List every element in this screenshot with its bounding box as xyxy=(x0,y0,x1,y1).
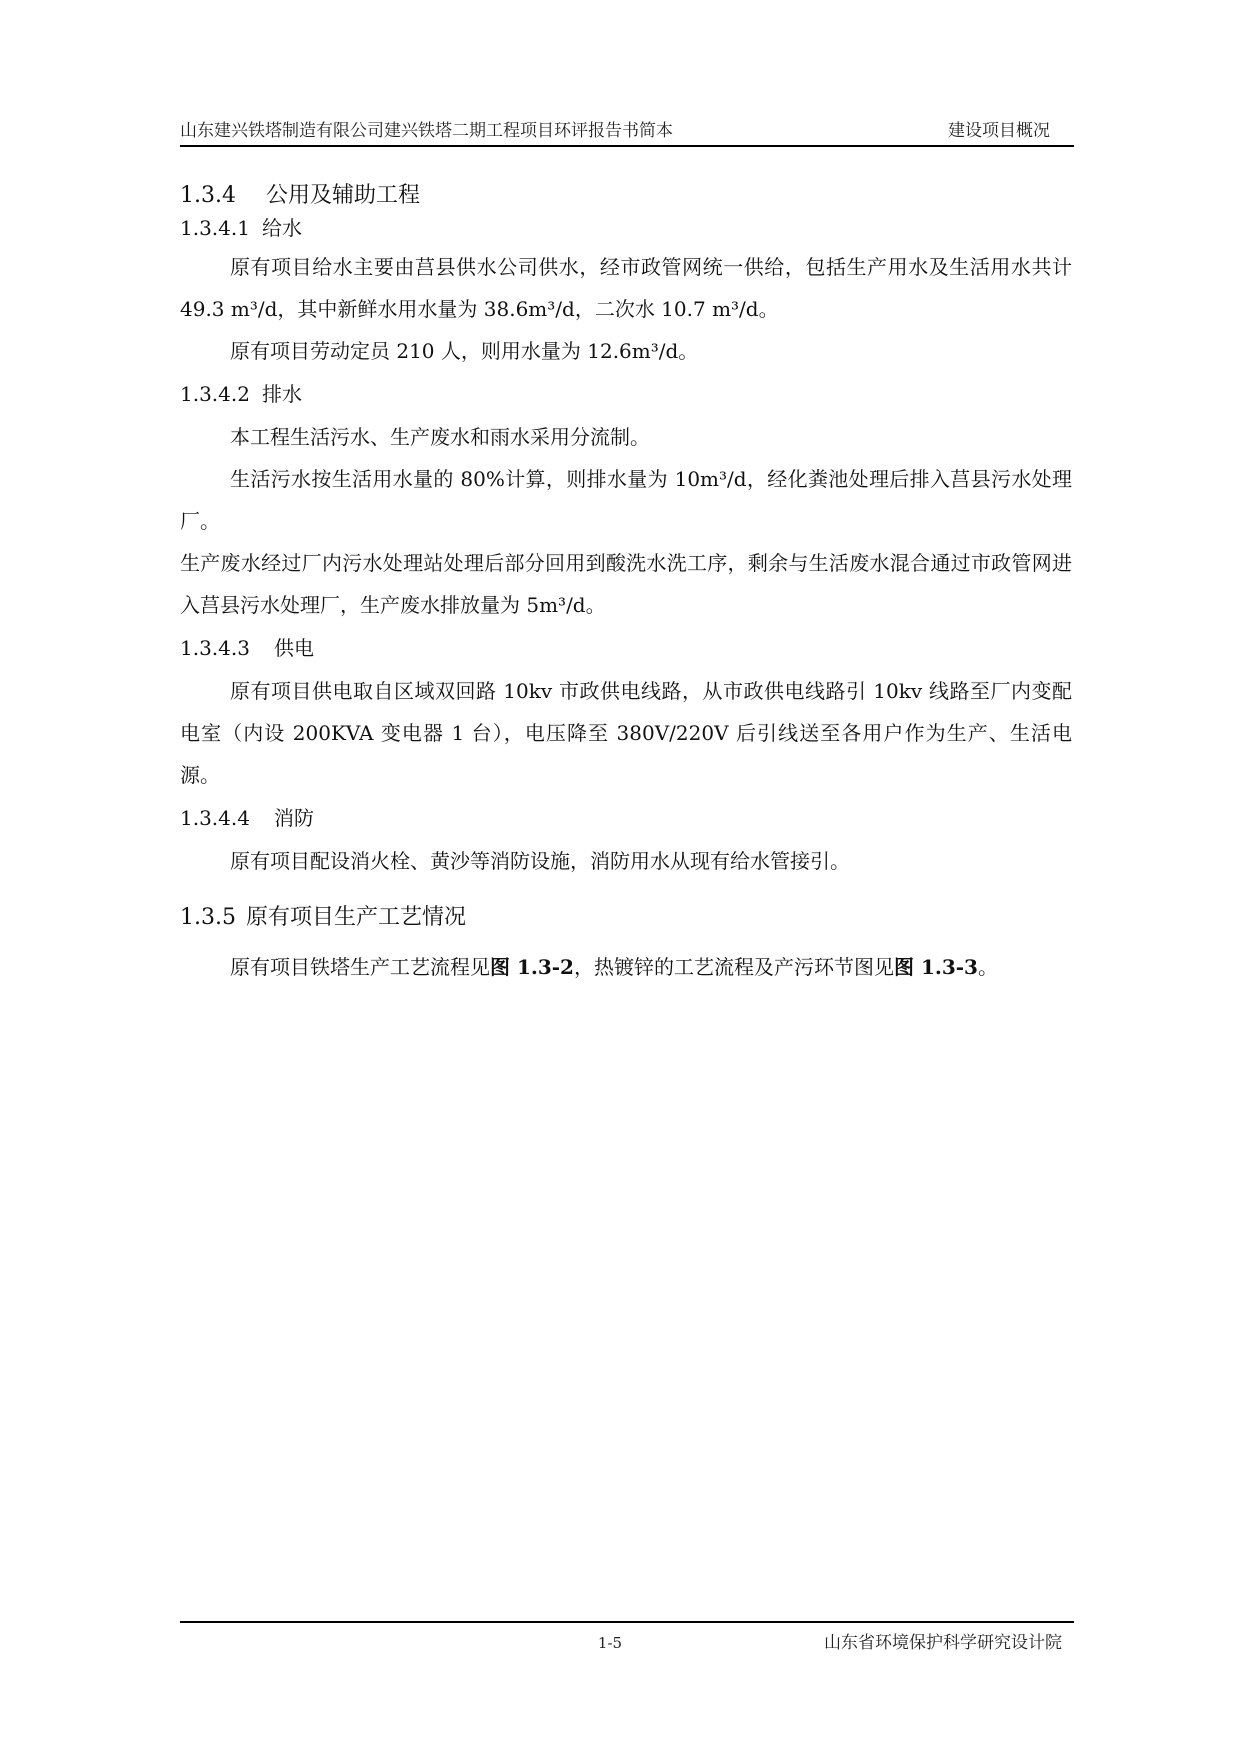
heading-number: 1.3.4.3 xyxy=(180,636,250,660)
heading-number: 1.3.4 xyxy=(180,183,236,208)
heading-1-3-4-2 xyxy=(180,372,302,416)
paragraph-text: 。 xyxy=(977,955,998,979)
heading-number: 1.3.4.4 xyxy=(180,806,250,830)
heading-1-3-4-1 xyxy=(180,206,302,250)
paragraph-fire-1: 原有项目配设消火栓、黄沙等消防设施，消防用水从现有给水管接引。 xyxy=(230,849,850,873)
heading-number: 1.3.4.2 xyxy=(180,382,250,406)
heading-text: 消防 xyxy=(273,806,314,830)
paragraph-process-1 xyxy=(180,946,1072,988)
heading-text: 供电 xyxy=(273,636,314,660)
heading-1-3-4-4 xyxy=(180,796,314,840)
heading-text: 原有项目生产工艺情况 xyxy=(245,905,466,930)
figure-reference-1-3-2[interactable]: 图 1.3-2 xyxy=(490,955,574,979)
paragraph-drainage-1: 本工程生活污水、生产废水和雨水采用分流制。 xyxy=(230,425,650,449)
heading-number: 1.3.4.1 xyxy=(180,216,250,240)
footer-rule xyxy=(180,1621,1074,1623)
header-section: 建设项目概况 xyxy=(948,121,1050,141)
page-footer xyxy=(180,1629,1074,1657)
header-rule xyxy=(180,145,1074,147)
heading-1-3-5 xyxy=(180,896,466,940)
heading-text: 排水 xyxy=(261,382,302,406)
heading-text: 给水 xyxy=(261,216,302,240)
figure-reference-1-3-3[interactable]: 图 1.3-3 xyxy=(893,955,978,979)
heading-number: 1.3.5 xyxy=(180,905,236,930)
footer-organization: 山东省环境保护科学研究设计院 xyxy=(824,1633,1062,1653)
heading-1-3-4-3 xyxy=(180,626,314,670)
paragraph-drainage-2: 生活污水按生活用水量的 80%计算，则排水量为 10m³/d，经化粪池处理后排入莒县污水处理厂。 xyxy=(180,467,1072,533)
paragraph-text: 原有项目铁塔生产工艺流程见 xyxy=(230,955,490,979)
page-header xyxy=(180,118,1072,144)
paragraph-water-supply-1: 原有项目给水主要由莒县供水公司供水，经市政管网统一供给，包括生产用水及生活用水共计 49.3 m³/d，其中新鲜水用水量为 38.6m³/d，二次水 10.7 m³/d。 xyxy=(180,255,1072,321)
page-number: 1-5 xyxy=(597,1634,623,1652)
paragraph-water-supply-2: 原有项目劳动定员 210 人，则用水量为 12.6m³/d。 xyxy=(230,339,699,363)
paragraph-power-1: 原有项目供电取自区域双回路 10kv 市政供电线路，从市政供电线路引 10kv 线路至厂内变配电室（内设 200KVA 变电器 1 台），电压降至 380V/220V 后引线送至各用户作为生产、生活电源。 xyxy=(180,679,1072,787)
heading-text: 公用及辅助工程 xyxy=(265,183,420,208)
header-title: 山东建兴铁塔制造有限公司建兴铁塔二期工程项目环评报告书简本 xyxy=(180,121,673,141)
paragraph-drainage-3: 生产废水经过厂内污水处理站处理后部分回用到酸洗水洗工序，剩余与生活废水混合通过市政管网进入莒县污水处理厂，生产废水排放量为 5m³/d。 xyxy=(180,551,1072,617)
paragraph-text: ，热镀锌的工艺流程及产污环节图见 xyxy=(573,955,894,979)
